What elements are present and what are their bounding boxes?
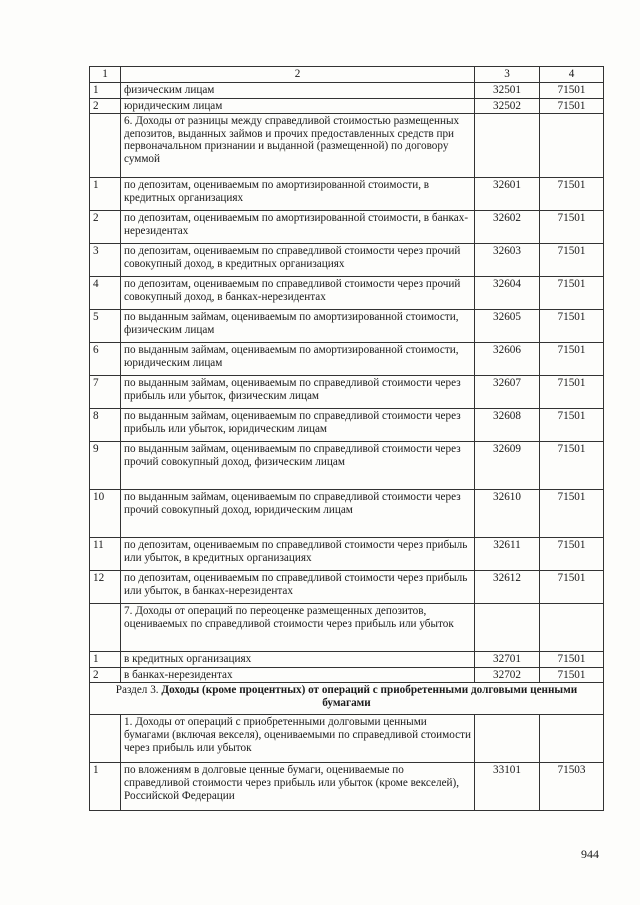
row-code — [475, 114, 540, 178]
row-number: 1 — [90, 83, 121, 99]
table-row — [90, 604, 604, 652]
row-description: юридическим лицам — [121, 98, 475, 114]
row-number: 1 — [90, 178, 121, 211]
table-row — [90, 571, 604, 604]
row-code: 32604 — [475, 277, 540, 310]
row-number: 4 — [90, 277, 121, 310]
row-code: 32603 — [475, 244, 540, 277]
table-row — [90, 715, 604, 763]
row-code: 32605 — [475, 310, 540, 343]
row-number: 1 — [90, 652, 121, 668]
row-account: 71501 — [540, 244, 604, 277]
row-description: физическим лицам — [121, 83, 475, 99]
row-number: 9 — [90, 442, 121, 490]
row-number — [90, 604, 121, 652]
row-account: 71501 — [540, 98, 604, 114]
row-account: 71501 — [540, 343, 604, 376]
row-number — [90, 715, 121, 763]
row-number: 7 — [90, 376, 121, 409]
row-account: 71501 — [540, 178, 604, 211]
header-col-1: 1 — [90, 67, 121, 83]
accounts-table — [89, 66, 604, 811]
table-row — [90, 211, 604, 244]
row-code: 33101 — [475, 763, 540, 811]
row-number: 8 — [90, 409, 121, 442]
table-row — [90, 178, 604, 211]
table-header-row — [90, 67, 604, 83]
table-row — [90, 490, 604, 538]
row-number: 1 — [90, 763, 121, 811]
row-account: 71501 — [540, 83, 604, 99]
row-number — [90, 114, 121, 178]
row-number: 2 — [90, 211, 121, 244]
row-description: по депозитам, оцениваемым по амортизированной стоимости, в банках-нерезидентах — [121, 211, 475, 244]
row-code: 32611 — [475, 538, 540, 571]
row-description: по выданным займам, оцениваемым по справедливой стоимости через прочий совокупный доход, физическим лицам — [121, 442, 475, 490]
row-account: 71501 — [540, 490, 604, 538]
table-row — [90, 409, 604, 442]
section-heading-row — [90, 683, 604, 715]
row-account: 71501 — [540, 571, 604, 604]
row-account — [540, 715, 604, 763]
row-description: по депозитам, оцениваемым по справедливой стоимости через прибыль или убыток, в кредитных организациях — [121, 538, 475, 571]
row-description: по выданным займам, оцениваемым по справедливой стоимости через прибыль или убыток, физическим лицам — [121, 376, 475, 409]
section-heading — [90, 683, 604, 715]
row-description: по депозитам, оцениваемым по амортизированной стоимости, в кредитных организациях — [121, 178, 475, 211]
row-number: 3 — [90, 244, 121, 277]
row-account — [540, 114, 604, 178]
section-heading-title: Доходы (кроме процентных) от операций с приобретенными долговыми ценными бумагами — [161, 684, 578, 709]
row-description: в кредитных организациях — [121, 652, 475, 668]
row-code: 32606 — [475, 343, 540, 376]
row-description: 6. Доходы от разницы между справедливой стоимостью размещенных депозитов, выданных займов и прочих предоставленных средств при первоначальном признании и выданной (размещенной) по договору суммой — [121, 114, 475, 178]
row-description: по депозитам, оцениваемым по справедливой стоимости через прочий совокупный доход, в кредитных организациях — [121, 244, 475, 277]
table-row — [90, 310, 604, 343]
table-row — [90, 83, 604, 99]
row-code: 32612 — [475, 571, 540, 604]
section-heading-prefix: Раздел 3. — [115, 684, 162, 697]
row-number: 12 — [90, 571, 121, 604]
row-number: 10 — [90, 490, 121, 538]
row-code — [475, 715, 540, 763]
row-description: по выданным займам, оцениваемым по амортизированной стоимости, юридическим лицам — [121, 343, 475, 376]
table-row — [90, 442, 604, 490]
row-account: 71501 — [540, 310, 604, 343]
table-row — [90, 652, 604, 668]
row-code: 32610 — [475, 490, 540, 538]
row-account: 71501 — [540, 652, 604, 668]
row-description: по выданным займам, оцениваемым по справедливой стоимости через прибыль или убыток, юридическим лицам — [121, 409, 475, 442]
row-description: по вложениям в долговые ценные бумаги, оцениваемые по справедливой стоимости через прибыль или убыток (кроме векселей), Российской Федерации — [121, 763, 475, 811]
row-code: 32702 — [475, 667, 540, 683]
row-description: по выданным займам, оцениваемым по справедливой стоимости через прочий совокупный доход, юридическим лицам — [121, 490, 475, 538]
row-account: 71501 — [540, 376, 604, 409]
row-description: по выданным займам, оцениваемым по амортизированной стоимости, физическим лицам — [121, 310, 475, 343]
row-account: 71501 — [540, 538, 604, 571]
row-description: по депозитам, оцениваемым по справедливой стоимости через прочий совокупный доход, в банках-нерезидентах — [121, 277, 475, 310]
table-row — [90, 538, 604, 571]
row-code: 32602 — [475, 211, 540, 244]
table-row — [90, 98, 604, 114]
row-code: 32608 — [475, 409, 540, 442]
header-col-3: 3 — [475, 67, 540, 83]
row-account — [540, 604, 604, 652]
table-row — [90, 667, 604, 683]
row-number: 5 — [90, 310, 121, 343]
row-account: 71501 — [540, 667, 604, 683]
row-account: 71501 — [540, 277, 604, 310]
row-account: 71501 — [540, 442, 604, 490]
header-col-2: 2 — [121, 67, 475, 83]
row-account: 71501 — [540, 211, 604, 244]
table-row — [90, 343, 604, 376]
row-code: 32501 — [475, 83, 540, 99]
table-row — [90, 114, 604, 178]
row-account: 71503 — [540, 763, 604, 811]
page-number: 944 — [581, 847, 599, 861]
row-number: 11 — [90, 538, 121, 571]
row-code: 32502 — [475, 98, 540, 114]
row-description: 7. Доходы от операций по переоценке размещенных депозитов, оцениваемых по справедливой стоимости через прибыль или убыток — [121, 604, 475, 652]
row-number: 2 — [90, 667, 121, 683]
table-row — [90, 277, 604, 310]
row-description: по депозитам, оцениваемым по справедливой стоимости через прибыль или убыток, в банках-нерезидентах — [121, 571, 475, 604]
row-description: в банках-нерезидентах — [121, 667, 475, 683]
row-number: 6 — [90, 343, 121, 376]
table-row — [90, 244, 604, 277]
header-col-4: 4 — [540, 67, 604, 83]
table-row — [90, 376, 604, 409]
table-row — [90, 763, 604, 811]
row-account: 71501 — [540, 409, 604, 442]
row-code: 32601 — [475, 178, 540, 211]
row-number: 2 — [90, 98, 121, 114]
row-code — [475, 604, 540, 652]
row-description: 1. Доходы от операций с приобретенными долговыми ценными бумагами (включая векселя), оцениваемыми по справедливой стоимости через прибыль или убыток — [121, 715, 475, 763]
row-code: 32607 — [475, 376, 540, 409]
row-code: 32609 — [475, 442, 540, 490]
row-code: 32701 — [475, 652, 540, 668]
